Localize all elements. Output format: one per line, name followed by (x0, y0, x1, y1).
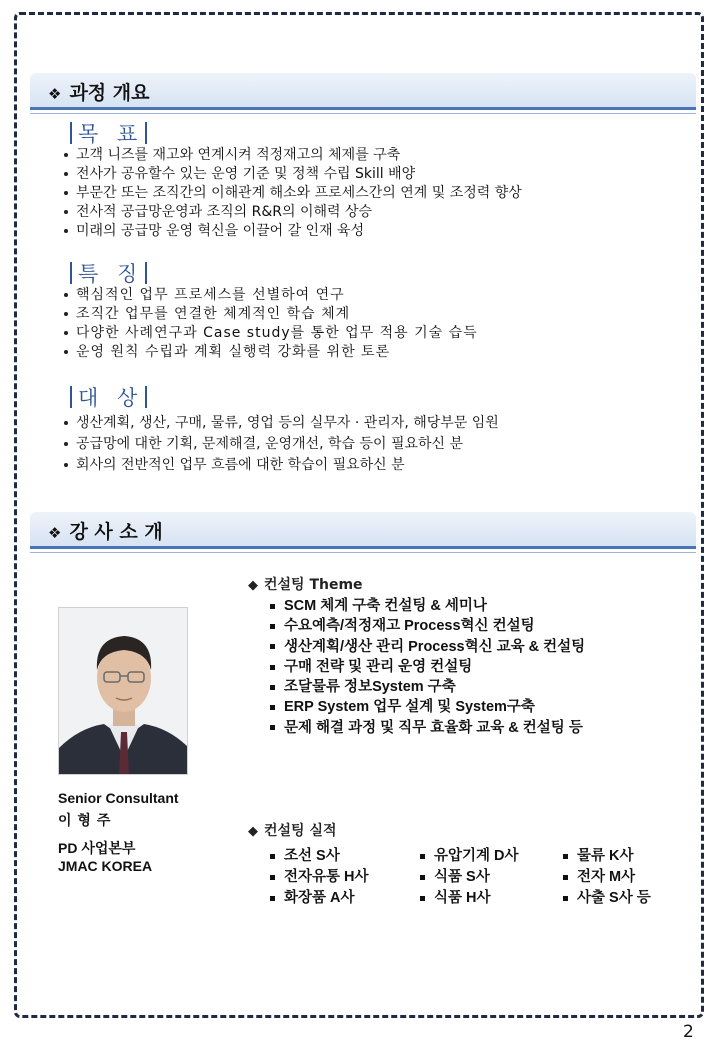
section-title: 강 사 소 개 (69, 521, 163, 543)
list-item: 다양한 사례연구과 Case study를 통한 업무 적용 기술 습득 (62, 324, 478, 343)
target-heading: 대 상 (70, 382, 153, 412)
list-item: 부문간 또는 조직간의 이해관계 해소와 프로세스간의 연계 및 조정력 향상 (62, 184, 522, 203)
client-item: 전자 M사 (563, 867, 651, 888)
client-item: 사출 S사 등 (563, 888, 651, 909)
instructor-department: PD 사업본부 (58, 840, 136, 856)
client-item: 유압기계 D사 (420, 846, 519, 867)
list-item: 고객 니즈를 재고와 연계시켜 적정재고의 체제를 구축 (62, 146, 522, 165)
section-header-instructor (30, 512, 696, 546)
instructor-name: 이 형 주 (58, 812, 112, 828)
client-item: 식품 S사 (420, 867, 519, 888)
goal-heading: 목 표 (70, 118, 153, 148)
client-item: 물류 K사 (563, 846, 651, 867)
page-number: 2 (683, 1022, 694, 1042)
list-item: 핵심적인 업무 프로세스를 선별하여 연구 (62, 286, 478, 305)
client-column (563, 846, 651, 909)
target-list (62, 413, 499, 476)
list-item: 구매 전략 및 관리 운영 컨설팅 (270, 657, 585, 677)
list-item: 문제 해결 과정 및 직무 효율화 교육 & 컨설팅 등 (270, 718, 585, 738)
section-title: 과정 개요 (69, 82, 150, 104)
instructor-title: Senior Consultant (58, 790, 179, 806)
client-item: 조선 S사 (270, 846, 369, 867)
record-heading: ◆ 컨설팅 실적 (248, 823, 337, 839)
list-item: 미래의 공급망 운영 혁신을 이끌어 갈 인재 육성 (62, 222, 522, 241)
diamond-bullet-icon: ❖ (48, 85, 62, 103)
list-item: 운영 원칙 수립과 계획 실행력 강화를 위한 토론 (62, 343, 478, 362)
theme-list (270, 596, 585, 738)
instructor-company: JMAC KOREA (58, 858, 153, 874)
list-item: 수요예측/적정재고 Process혁신 컨설팅 (270, 616, 585, 636)
feature-heading: 특 징 (70, 258, 153, 288)
list-item: 조직간 업무를 연결한 체계적인 학습 체계 (62, 305, 478, 324)
list-item: 생산계획, 생산, 구매, 물류, 영업 등의 실무자 · 관리자, 해당부문 임원 (62, 413, 499, 434)
list-item: 공급망에 대한 기획, 문제해결, 운영개선, 학습 등이 필요하신 분 (62, 434, 499, 455)
goal-list (62, 146, 522, 241)
list-item: 조달물류 정보System 구축 (270, 677, 585, 697)
section-header-overview (30, 73, 696, 107)
client-column (420, 846, 519, 909)
client-item: 화장품 A사 (270, 888, 369, 909)
list-item: 생산계획/생산 관리 Process혁신 교육 & 컨설팅 (270, 637, 585, 657)
list-item: ERP System 업무 설계 및 System구축 (270, 697, 585, 717)
list-item: 전사적 공급망운영과 조직의 R&R의 이해력 상승 (62, 203, 522, 222)
diamond-icon: ◆ (248, 578, 258, 593)
theme-heading: ◆ 컨설팅 Theme (248, 577, 363, 593)
client-item: 식품 H사 (420, 888, 519, 909)
diamond-icon: ◆ (248, 824, 258, 839)
client-column (270, 846, 369, 909)
list-item: SCM 체계 구축 컨설팅 & 세미나 (270, 596, 585, 616)
list-item: 회사의 전반적인 업무 흐름에 대한 학습이 필요하신 분 (62, 455, 499, 476)
client-item: 전자유통 H사 (270, 867, 369, 888)
list-item: 전사가 공유할수 있는 운영 기준 및 정책 수립 Skill 배양 (62, 165, 522, 184)
feature-list (62, 286, 478, 362)
instructor-photo (58, 607, 188, 775)
diamond-bullet-icon: ❖ (48, 524, 62, 542)
